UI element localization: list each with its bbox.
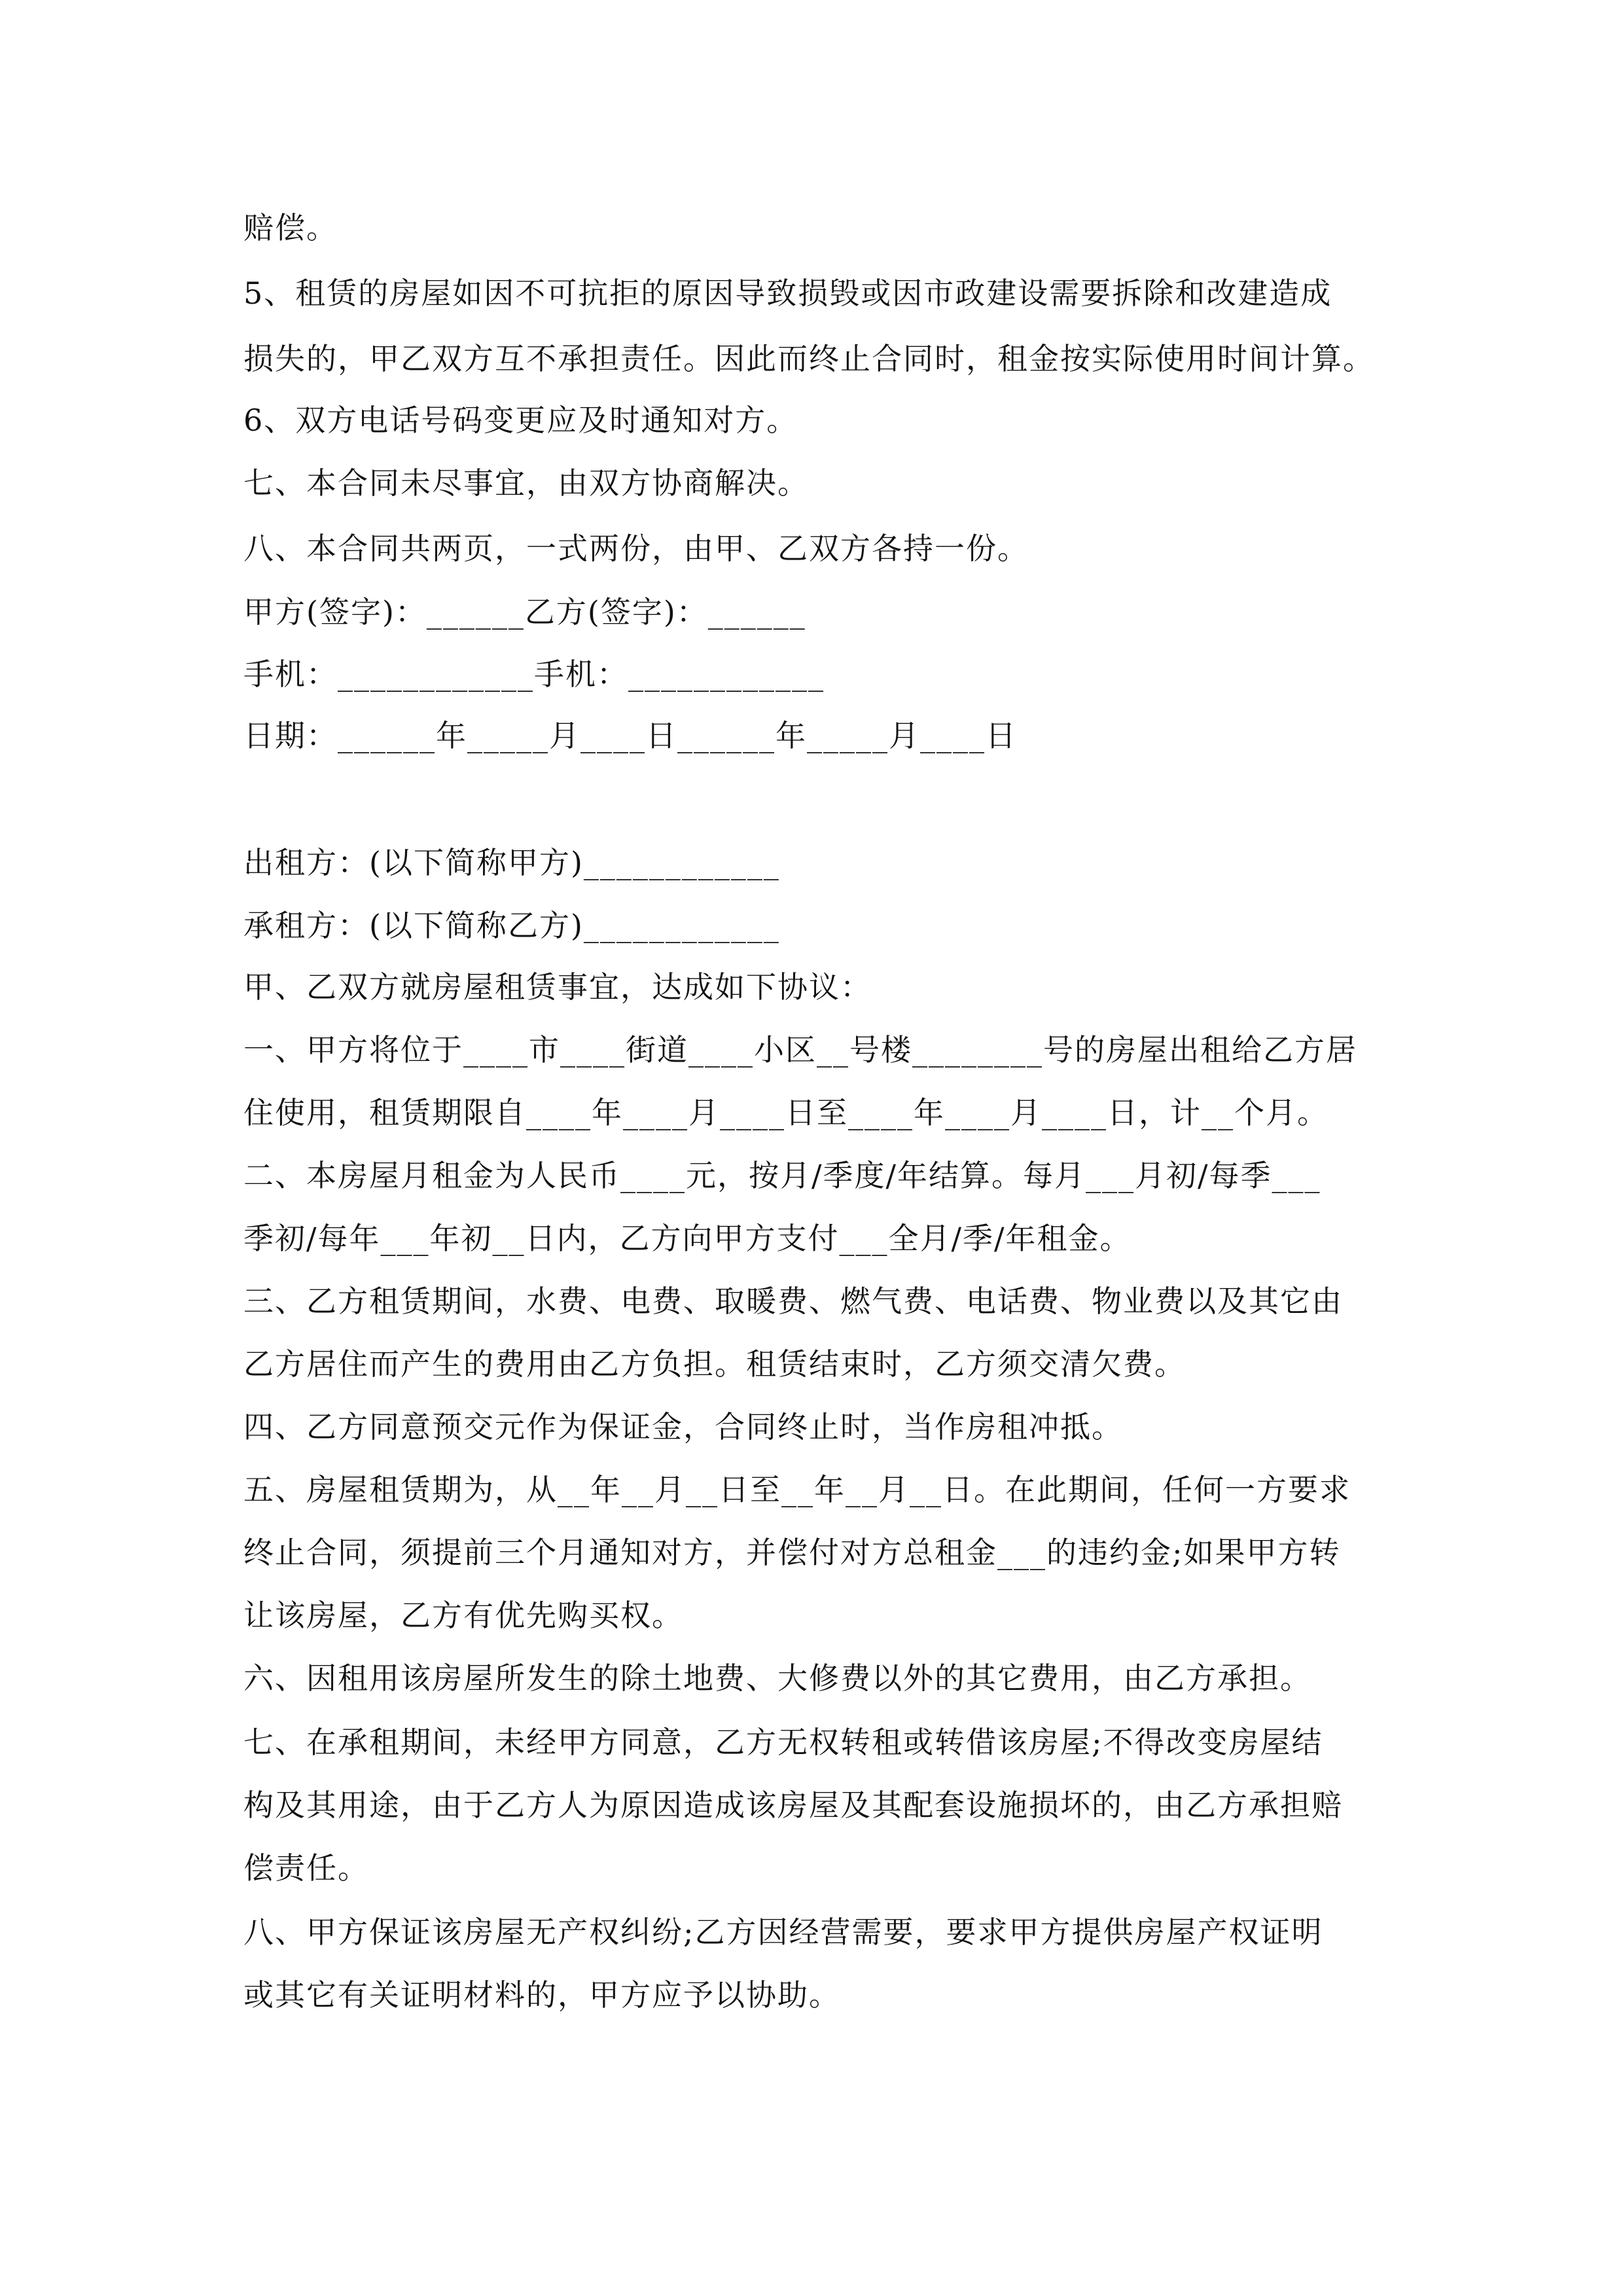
clause-line: 住使用，租赁期限自____年____月____日至____年____月____日，计__个月。 [243, 1095, 1329, 1130]
clause-line: 季初/每年___年初__日内，乙方向甲方支付___全月/季/年租金。 [243, 1221, 1132, 1256]
clause-line: 四、乙方同意预交元作为保证金，合同终止时，当作房租冲抵。 [243, 1409, 1123, 1444]
clause-line: 乙方居住而产生的费用由乙方负担。租赁结束时，乙方须交清欠费。 [243, 1346, 1186, 1382]
lessee-line: 承租方：(以下简称乙方)____________ [243, 908, 780, 943]
clause-line: 一、甲方将位于____市____街道____小区__号楼________号的房屋出租给乙方居 [243, 1032, 1357, 1067]
clause-line: 六、因租用该房屋所发生的除土地费、大修费以外的其它费用，由乙方承担。 [243, 1660, 1311, 1696]
text-line: 6、双方电话号码变更应及时通知对方。 [243, 403, 798, 438]
text-line: 八、本合同共两页，一式两份，由甲、乙双方各持一份。 [243, 531, 1029, 566]
agreement-intro: 甲、乙双方就房屋租赁事宜，达成如下协议： [243, 969, 872, 1005]
text-line: 损失的，甲乙双方互不承担责任。因此而终止合同时，租金按实际使用时间计算。 [243, 341, 1374, 376]
clause-line: 三、乙方租赁期间，水费、电费、取暖费、燃气费、电话费、物业费以及其它由 [243, 1283, 1343, 1319]
clause-line: 终止合同，须提前三个月通知对方，并偿付对方总租金___的违约金;如果甲方转 [243, 1535, 1341, 1570]
clause-line: 八、甲方保证该房屋无产权纠纷;乙方因经营需要，要求甲方提供房屋产权证明 [243, 1914, 1323, 1950]
date-line: 日期：______年_____月____日______年_____月____日 [243, 718, 1017, 753]
clause-line: 让该房屋，乙方有优先购买权。 [243, 1598, 683, 1633]
clause-line: 七、在承租期间，未经甲方同意，乙方无权转租或转借该房屋;不得改变房屋结 [243, 1725, 1323, 1760]
text-line: 赔偿。 [243, 210, 338, 245]
clause-line: 偿责任。 [243, 1850, 369, 1886]
clause-line: 或其它有关证明材料的，甲方应予以协助。 [243, 1977, 840, 2013]
clause-line: 二、本房屋月租金为人民币____元，按月/季度/年结算。每月___月初/每季___ [243, 1158, 1321, 1193]
text-line: 5、租赁的房屋如因不可抗拒的原因导致损毁或因市政建设需要拆除和改建造成 [243, 276, 1332, 311]
phone-line: 手机：____________手机：____________ [243, 656, 825, 692]
signature-line: 甲方(签字)：______乙方(签字)：______ [243, 594, 806, 630]
lessor-line: 出租方：(以下简称甲方)____________ [243, 845, 780, 880]
clause-line: 五、房屋租赁期为，从__年__月__日至__年__月__日。在此期间，任何一方要求 [243, 1472, 1351, 1507]
text-line: 七、本合同未尽事宜，由双方协商解决。 [243, 465, 809, 501]
clause-line: 构及其用途，由于乙方人为原因造成该房屋及其配套设施损坏的，由乙方承担赔 [243, 1787, 1343, 1823]
